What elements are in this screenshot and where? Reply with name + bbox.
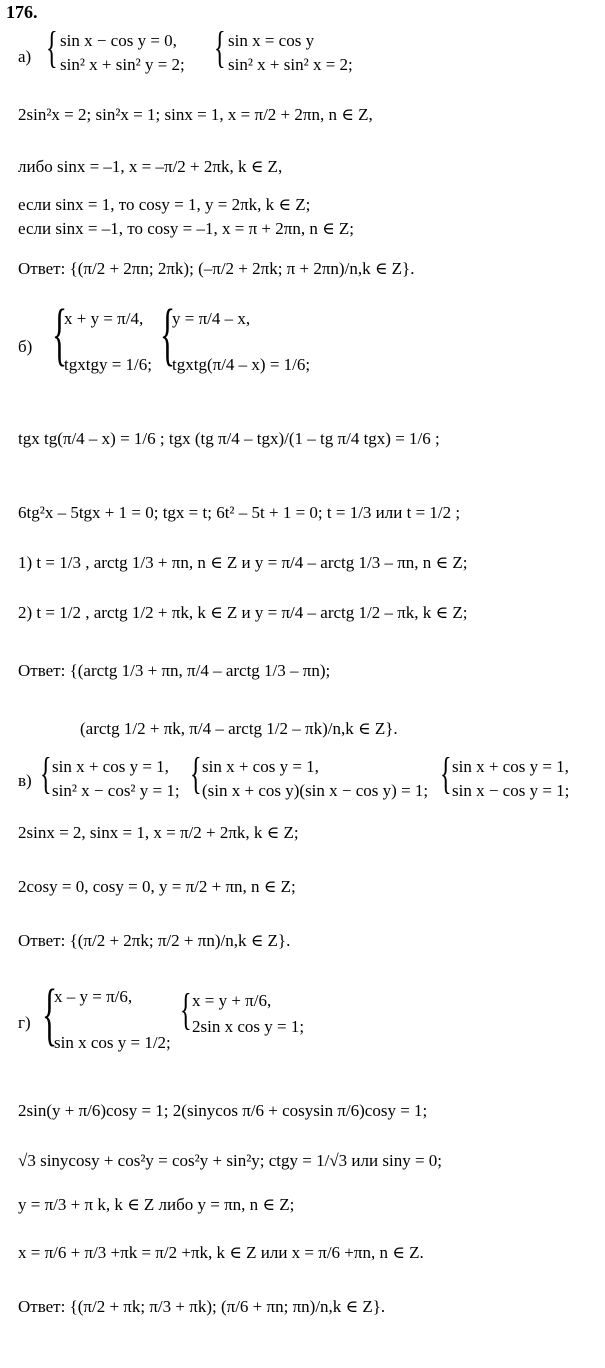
- part-b-label: б): [18, 337, 33, 356]
- part-a-label: а): [18, 47, 32, 66]
- brace: {: [40, 749, 52, 798]
- solution-line: 1) t = 1/3 , arctg 1/3 + πn, n ∈ Z и y = π/4 – arctg 1/3 – πn, n ∈ Z;: [18, 553, 468, 572]
- solution-line: 6tg²x – 5tgx + 1 = 0; tgx = t; 6t² – 5t + 1 = 0; t = 1/3 или t = 1/2 ;: [18, 503, 461, 522]
- solution-line: 2sinx = 2, sinx = 1, x = π/2 + 2πk, k ∈ Z;: [18, 823, 299, 842]
- solution-line: либо sinx = –1, x = –π/2 + 2πk, k ∈ Z,: [18, 157, 283, 176]
- solution-line: если sinx = 1, то cosy = 1, y = 2πk, k ∈ Z;: [18, 195, 311, 214]
- problem-number: 176.: [6, 2, 38, 22]
- brace: {: [190, 749, 202, 798]
- solution-line: 2sin²x = 2; sin²x = 1; sinx = 1, x = π/2 + 2πn, n ∈ Z,: [18, 105, 373, 124]
- part-g-label: г): [18, 1013, 31, 1032]
- solution-line: tgx tg(π/4 – x) = 1/6 ; tgx (tg π/4 – tgx)/(1 – tg π/4 tgx) = 1/6 ;: [18, 429, 440, 448]
- solution-line: y = π/3 + π k, k ∈ Z либо y = πn, n ∈ Z;: [18, 1195, 295, 1214]
- answer: Ответ: {(π/2 + 2πk; π/2 + πn)/n,k ∈ Z}.: [18, 931, 291, 950]
- solution-line: 2cosy = 0, cosy = 0, y = π/2 + πn, n ∈ Z;: [18, 877, 296, 896]
- answer: Ответ: {(arctg 1/3 + πn, π/4 – arctg 1/3 – πn);: [18, 661, 331, 680]
- answer: Ответ: {(π/2 + πk; π/3 + πk); (π/6 + πn; πn)/n,k ∈ Z}.: [18, 1297, 386, 1316]
- solution-line: √3 sinycosy + cos²y = cos²y + sin²y; ctgy = 1/√3 или siny = 0;: [18, 1151, 443, 1170]
- solution-line: если sinx = –1, то cosy = –1, x = π + 2πn, n ∈ Z;: [18, 219, 355, 238]
- solution-line: 2sin(y + π/6)cosy = 1; 2(sinycos π/6 + cosysin π/6)cosy = 1;: [18, 1101, 428, 1120]
- brace: {: [440, 749, 452, 798]
- answer-continuation: (arctg 1/2 + πk, π/4 – arctg 1/2 – πk)/n,k ∈ Z}.: [80, 719, 398, 738]
- brace: {: [52, 296, 68, 373]
- answer: Ответ: {(π/2 + 2πn; 2πk); (–π/2 + 2πk; π + 2πn)/n,k ∈ Z}.: [18, 259, 415, 278]
- brace: {: [180, 985, 192, 1034]
- brace: {: [214, 23, 226, 72]
- brace: {: [42, 976, 58, 1053]
- solution-line: x = π/6 + π/3 +πk = π/2 +πk, k ∈ Z или x = π/6 +πn, n ∈ Z.: [18, 1243, 424, 1262]
- solution-line: 2) t = 1/2 , arctg 1/2 + πk, k ∈ Z и y = π/4 – arctg 1/2 – πk, k ∈ Z;: [18, 603, 468, 622]
- brace: {: [46, 23, 58, 72]
- part-v-label: в): [18, 771, 32, 790]
- brace: {: [160, 296, 176, 373]
